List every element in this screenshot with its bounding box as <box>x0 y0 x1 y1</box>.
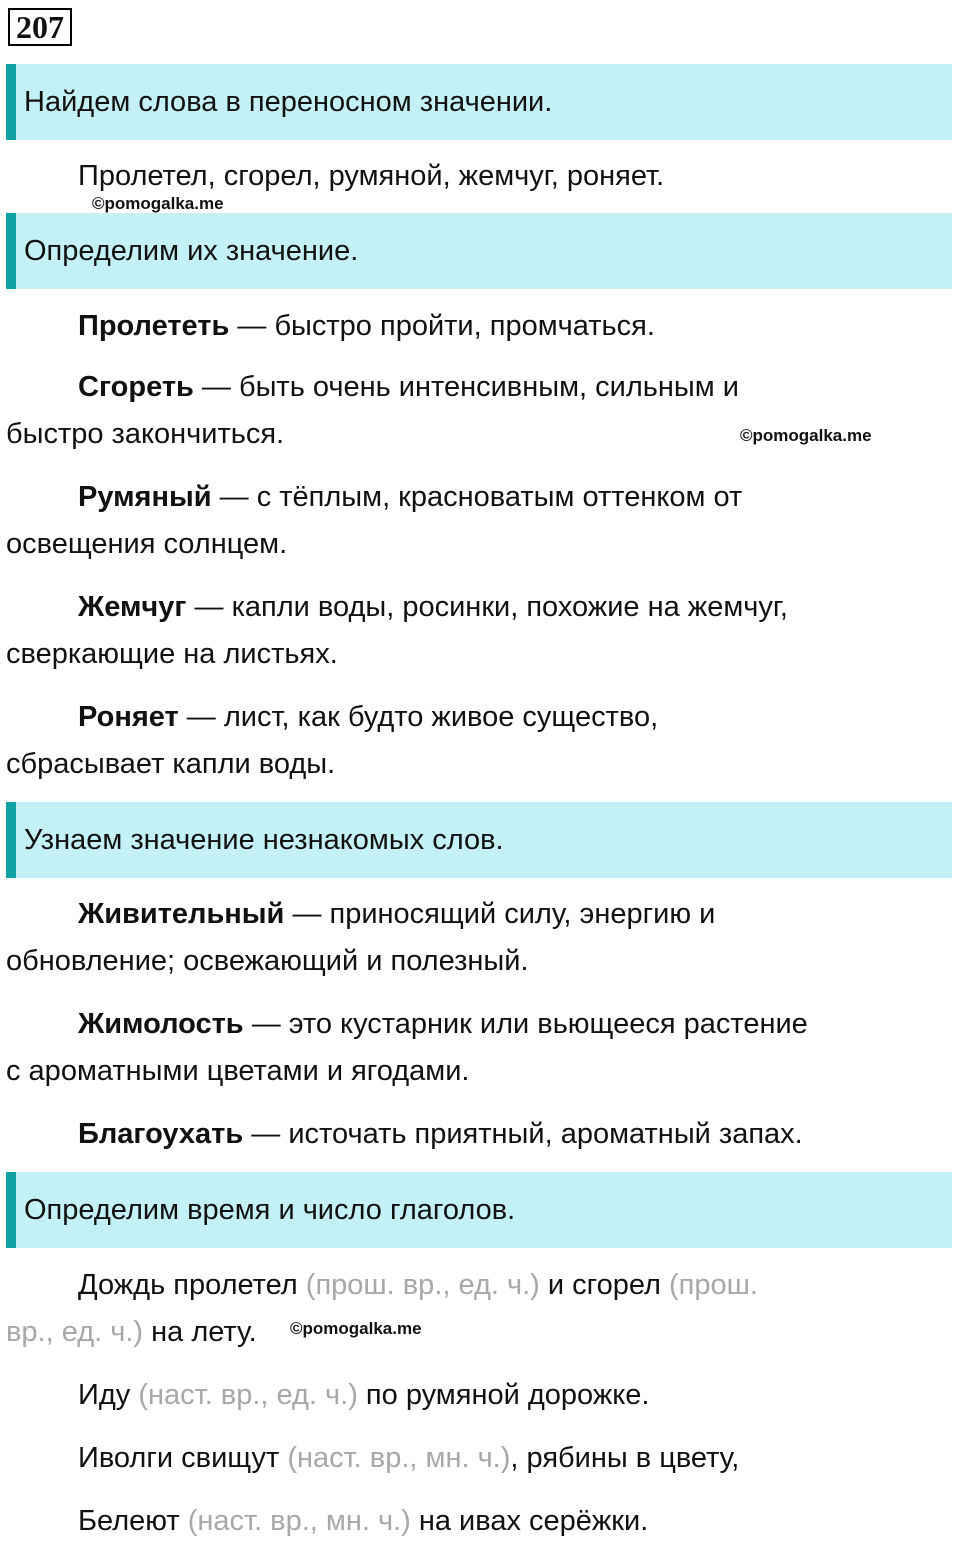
definition-term: Румяный <box>78 481 212 513</box>
definition-item <box>78 481 960 514</box>
definition-term: Жимолость <box>78 1008 244 1040</box>
definition-continuation: сверкающие на листьях. <box>6 638 338 670</box>
sentence-text: , рябины в цвету, <box>510 1442 740 1474</box>
definition-item <box>78 1118 960 1151</box>
definition-text: — быстро пройти, промчаться. <box>229 310 655 342</box>
sentence-text: Иволги свищут <box>78 1442 288 1474</box>
definition-term: Жемчуг <box>78 591 187 623</box>
definition-term: Благоухать <box>78 1118 244 1150</box>
definition-text: — это кустарник или вьющееся растение <box>243 1008 808 1040</box>
definition-continuation: обновление; освежающий и полезный. <box>6 945 529 977</box>
definition-term: Сгореть <box>78 371 194 403</box>
verb-analysis-line <box>78 1505 960 1538</box>
watermark: ©pomogalka.me <box>740 426 872 445</box>
sentence-text: на лету. <box>143 1316 257 1348</box>
grammar-note: (наст. вр., мн. ч.) <box>187 1505 411 1537</box>
definition-continuation: быстро закончиться. <box>6 418 285 450</box>
definition-text: — быть очень интенсивным, сильным и <box>193 371 739 403</box>
section-header-meanings: Определим их значение. <box>6 213 952 289</box>
definition-item <box>78 898 960 931</box>
sentence-text: и сгорел <box>539 1269 669 1301</box>
definition-item <box>78 701 960 734</box>
definition-item <box>78 591 960 624</box>
definition-text: — источать приятный, ароматный запах. <box>243 1118 803 1150</box>
definition-text: — лист, как будто живое существо, <box>178 701 659 733</box>
sentence-text: Иду <box>78 1379 139 1411</box>
grammar-note: (прош. <box>669 1269 758 1301</box>
definition-text: — капли воды, росинки, похожие на жемчуг, <box>186 591 788 623</box>
grammar-note: (прош. вр., ед. ч.) <box>305 1269 540 1301</box>
watermark: ©pomogalka.me <box>92 194 224 213</box>
definition-term: Пролететь <box>78 310 230 342</box>
section-header-figurative: Найдем слова в переносном значении. <box>6 64 952 140</box>
task-number: 207 <box>8 8 72 46</box>
figurative-words-list: Пролетел, сгорел, румяной, жемчуг, роняет. <box>78 160 665 192</box>
definition-continuation: сбрасывает капли воды. <box>6 748 336 780</box>
sentence-text: по румяной дорожке. <box>357 1379 650 1411</box>
definition-continuation: освещения солнцем. <box>6 528 288 560</box>
grammar-note: (наст. вр., ед. ч.) <box>138 1379 358 1411</box>
grammar-note: (наст. вр., мн. ч.) <box>287 1442 511 1474</box>
verb-analysis-line <box>78 1379 960 1412</box>
definition-item <box>78 1008 960 1041</box>
verb-analysis-line <box>78 1442 960 1475</box>
verb-analysis-line <box>6 1316 952 1349</box>
sentence-text: Дождь пролетел <box>78 1269 306 1301</box>
definition-term: Роняет <box>78 701 179 733</box>
verb-analysis-line <box>78 1269 960 1302</box>
definition-item <box>78 310 960 343</box>
section-header-verb-tense: Определим время и число глаголов. <box>6 1172 952 1248</box>
grammar-note: вр., ед. ч.) <box>6 1316 144 1348</box>
definition-item <box>78 371 960 404</box>
section-header-unknown-words: Узнаем значение незнакомых слов. <box>6 802 952 878</box>
sentence-text: на ивах серёжки. <box>410 1505 649 1537</box>
definition-text: — приносящий силу, энергию и <box>284 898 716 930</box>
definition-continuation: с ароматными цветами и ягодами. <box>6 1055 470 1087</box>
definition-text: — с тёплым, красноватым оттенком от <box>211 481 743 513</box>
watermark: ©pomogalka.me <box>290 1319 422 1338</box>
sentence-text: Белеют <box>78 1505 188 1537</box>
definition-term: Живительный <box>78 898 285 930</box>
